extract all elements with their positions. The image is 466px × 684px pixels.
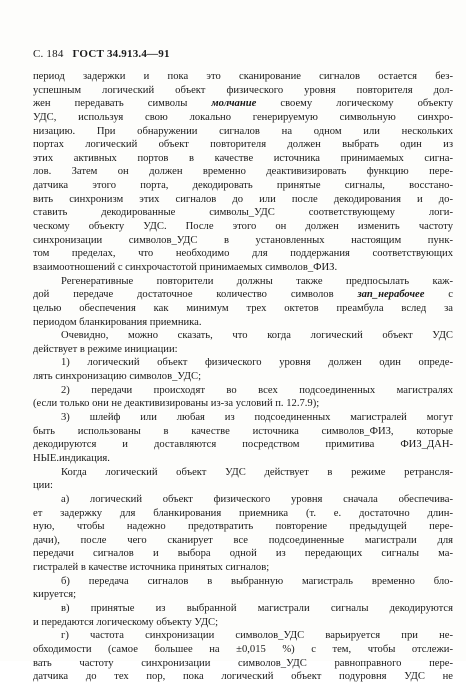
text-line [33, 234, 453, 248]
text-line-content: Когда логический объект УДС действует в режиме ретрансля- [61, 466, 453, 478]
text-line [33, 356, 453, 370]
text-line [33, 329, 453, 343]
emphasized-term: молчание [211, 98, 257, 110]
text-line [33, 288, 453, 302]
text-line-content: датчика этого порта, декодировать принятые сигналы, восстано- [33, 180, 453, 192]
text-line-content: б) передача сигналов в выбранную магистраль временно бло- [61, 575, 453, 587]
text-line-content: этих активных портов в качестве источника принимаемых сигна- [33, 152, 453, 164]
text-line-content: низацию. При обнаружении сигналов на одном или нескольких [33, 125, 453, 137]
text-line-content: дой передаче достаточное количество символов [33, 289, 358, 301]
text-line [33, 534, 453, 548]
text-line-content: 3) шлейф или любая из подсоединенных магистралей могут [61, 412, 453, 424]
text-line-content: (если только они не деактивизированы из-за условий п. 12.7.9); [33, 398, 320, 410]
text-line-content: 1) логический объект физического уровня должен один опреде- [61, 357, 453, 369]
text-line [33, 616, 453, 630]
text-line-content: передачи сигналов и выбора одной из передающих сигналы ма- [33, 548, 453, 560]
text-line [33, 220, 453, 234]
text-line [33, 179, 453, 193]
text-line-content: действует в режиме инициации: [33, 343, 178, 355]
text-line-content: Регенеративные повторители должны также предпосылать каж- [61, 275, 453, 287]
text-line-content: лять синхронизацию символов_УДС; [33, 371, 202, 383]
text-line [33, 193, 453, 207]
text-line-content: УДС, используя свою локально генерируемую символьную синхро- [33, 111, 453, 123]
text-line [33, 97, 453, 111]
text-line [33, 247, 453, 261]
text-line [33, 466, 453, 480]
text-line [33, 138, 453, 152]
text-line [33, 507, 453, 521]
text-line [33, 588, 453, 602]
text-line-content: и передаются логическому объекту УДС; [33, 616, 219, 628]
text-line [33, 575, 453, 589]
text-line [33, 479, 453, 493]
text-line [33, 111, 453, 125]
text-line [33, 125, 453, 139]
text-line-continuation: своему логическому объекту [256, 98, 453, 110]
emphasized-term: зап_нерабочее [357, 289, 425, 301]
text-line [33, 370, 453, 384]
text-line [33, 602, 453, 616]
text-line-content: ет задержку для бланкирования приемника (т. е. достаточно длин- [33, 507, 453, 519]
text-line [33, 397, 453, 411]
text-line [33, 438, 453, 452]
text-line-content: том пределах, что необходимо для поддержания соответствующих [33, 248, 453, 260]
text-line [33, 275, 453, 289]
text-line [33, 425, 453, 439]
text-line-content: вить синхронизм этих сигналов до или после декодирования и до- [33, 193, 453, 205]
text-line-content: жен передавать символы [33, 98, 212, 110]
text-line-content: кируется; [33, 589, 77, 601]
text-line-content: 2) передачи происходят во всех подсоединенных магистралях [61, 384, 453, 396]
text-line [33, 643, 453, 657]
text-line-content: г) частота синхронизации символов_УДС варьируется при не- [61, 630, 453, 642]
text-line [33, 452, 453, 466]
text-line-content: Очевидно, можно сказать, что когда логический объект УДС [61, 330, 453, 342]
text-line-content: а) логический объект физического уровня сначала обеспечива- [61, 493, 453, 505]
text-line-content: взаимоотношений с синхрочастотой принимаемых символов_ФИЗ. [33, 261, 338, 273]
text-line [33, 152, 453, 166]
text-line-content: ческому объекту УДС. После этого он должен изменить частоту [33, 221, 453, 233]
text-line-content: дачи), после чего сканирует все подсоединенные магистрали для [33, 534, 453, 546]
text-line [33, 343, 453, 357]
text-line-content: периодом бланкирования приемника. [33, 316, 202, 328]
text-line [33, 547, 453, 561]
text-line [33, 165, 453, 179]
page-header [33, 48, 170, 60]
text-line-content: период задержки и пока это сканирование сигналов остается без- [33, 71, 453, 82]
text-line [33, 657, 453, 671]
text-line [33, 384, 453, 398]
text-line-content: НЫЕ.индикация. [33, 452, 110, 464]
text-line-content: быть использованы в качестве источника символов_ФИЗ, которые [33, 425, 453, 437]
text-line [33, 206, 453, 220]
text-line [33, 84, 453, 98]
page-number: С. 184 [33, 48, 64, 60]
text-line [33, 302, 453, 316]
text-line-content: ставить декодированные символы_УДС соответствующему логи- [33, 207, 453, 219]
text-line [33, 411, 453, 425]
text-line [33, 261, 453, 275]
text-line-content: декодируются и доставляются посредством примитива ФИЗ_ДАН- [33, 439, 453, 451]
body-text [33, 70, 453, 684]
text-line-content: портах логический объект повторителя должен выбрать один из [33, 139, 453, 151]
text-line [33, 493, 453, 507]
text-line-content: синхронизации символов_УДС в установленных настоящим пунк- [33, 234, 453, 246]
text-line-content: датчика до тех пор, пока логический объект подуровня УДС не [33, 671, 453, 683]
text-line-content: целью обеспечения как минимум трех октетов преамбула вслед за [33, 302, 453, 314]
text-line-content: гистралей в качестве источника принятых сигналов; [33, 562, 270, 574]
text-line-continuation: с [424, 289, 453, 301]
text-line [33, 70, 453, 84]
text-line [33, 561, 453, 575]
text-line-content: ции: [33, 480, 53, 492]
text-line [33, 670, 453, 684]
text-line [33, 316, 453, 330]
document-id: ГОСТ 34.913.4—91 [72, 48, 170, 60]
text-line-content: обходимости (самое большее на ±0,015 %) с тем, чтобы отслежи- [33, 643, 453, 655]
text-line-content: в) принятые из выбранной магистрали сигналы декодируются [61, 602, 453, 614]
text-line-content: лов. Затем он должен временно деактивизировать функцию пере- [33, 166, 453, 178]
text-line-content: ную, чтобы надежно предотвратить повторение предыдущей пере- [33, 521, 453, 533]
text-line-content: успешным логический объект физического уровня повторителя дол- [33, 84, 453, 96]
text-line-content: вать частоту синхронизации символов_УДС равноправного пере- [33, 657, 453, 669]
text-line [33, 520, 453, 534]
text-line [33, 629, 453, 643]
